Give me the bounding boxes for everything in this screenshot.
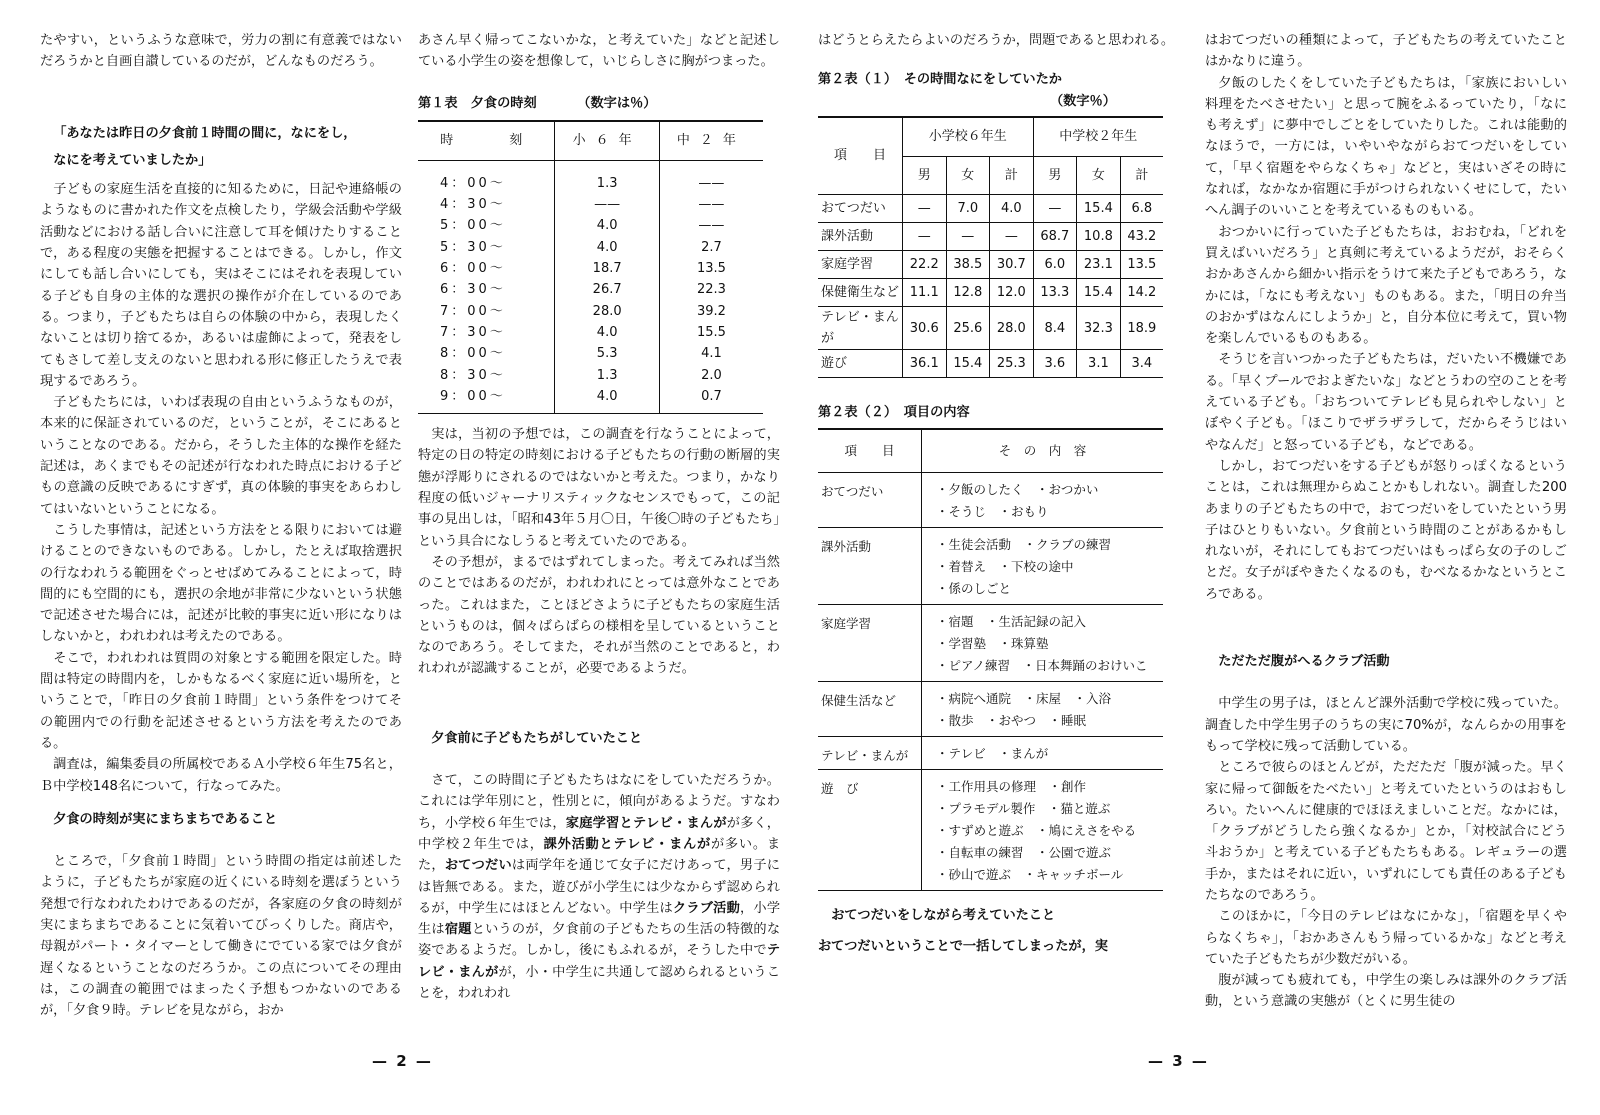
table-cell: 15.4	[1077, 278, 1121, 306]
paragraph: おてつだいということで一括してしまったが，実	[818, 939, 1108, 955]
list-item: ・テレビ ・まんが	[936, 745, 1049, 761]
table-cell: 7：00～	[440, 303, 506, 319]
table-row	[818, 736, 1163, 769]
list-item: ・そうじ ・おもり	[936, 503, 1049, 519]
table-2-title: 第２表（１） その時間なにをしていたか	[818, 72, 1062, 88]
table-cell: 30.6	[903, 306, 947, 350]
table-cell: 22.3	[659, 279, 763, 300]
table-cell: 保健生活など	[818, 681, 922, 736]
text-run: というのが，夕食前の子どもたちの生活の特徴的な姿であるようだ。しかし，後にもふれるが，そうした中で	[418, 922, 781, 959]
table-row	[818, 306, 1163, 350]
table-cell: 5：00～	[440, 218, 506, 234]
table-cell: 13.3	[1033, 278, 1077, 306]
table-cell: —	[946, 222, 990, 250]
bold-run: クラブ活動	[672, 900, 740, 916]
table-cell: 6：30～	[440, 282, 506, 298]
table-cell: 1.3	[555, 365, 659, 386]
table-cell: 4.0	[555, 322, 659, 343]
paragraph: おつかいに行っていた子どもたちは，おおむね，「どれを買えばいいだろう」と真剣に考えているようだが，おそらくおかあさんから細かい指示をうけて来た子どもであろう，なかには，「なにも考えない」ものもある。また，「明日の弁当のおかずはなんにしようか」と，自分本位に考えて，買い物を楽しんでいるものもある。	[1205, 224, 1567, 347]
paragraph: 調査は，編集委員の所属校であるＡ小学校６年生75名と，Ｂ中学校148名について，行なってみた。	[40, 757, 402, 794]
table-cell: 8：30～	[440, 367, 506, 383]
paragraph: 中学生の男子は，ほとんど課外活動で学校に残っていた。調査した中学生男子のうちの実に70%が，なんらかの用事をもって学校に残って活動している。	[1205, 696, 1567, 754]
table-cell: おてつだい	[818, 472, 922, 527]
table-1	[418, 120, 763, 414]
list-item: ・生徒会活動 ・クラブの練習	[936, 536, 1112, 552]
section-heading: ただただ腹がへるクラブ活動	[1218, 654, 1390, 670]
table-cell: 遊 び	[818, 769, 922, 890]
table-2	[818, 116, 1163, 379]
table-cell: 0.7	[659, 386, 763, 414]
table-header: 中２年	[659, 121, 763, 161]
table-row	[418, 194, 763, 215]
table-header: 時 刻	[418, 121, 555, 161]
table-cell: 26.7	[555, 279, 659, 300]
table-header: 計	[990, 156, 1034, 194]
list-item: ・宿題 ・生活記録の記入	[936, 613, 1087, 629]
table-cell: テレビ・まんが	[818, 306, 903, 350]
table-1-caption	[418, 93, 780, 114]
table-3-body	[818, 472, 1163, 890]
list-item: ・すずめと遊ぶ ・鳩にえさをやる	[936, 822, 1137, 838]
section-heading: 夕食前に子どもたちがしていたこと	[431, 730, 643, 746]
table-cell: 4.0	[555, 215, 659, 236]
bold-run: 家庭学習とテレビ・まんが	[565, 815, 727, 831]
table-cell: ——	[659, 215, 763, 236]
list-item: ・係のしごと	[936, 580, 1012, 596]
table-cell: 22.2	[903, 250, 947, 278]
table-cell: 18.7	[555, 258, 659, 279]
paragraph: 夕飯のしたくをしていた子どもたちは，「家族においしい料理をたべさせたい」と思って腕をふるっていたり，「なにも考えず」に夢中でしごとをしていたりした。これは能動的なほうで，一方には，いやいやながらおてつだいをしていて，「早く宿題をやらなくちゃ」などと，実はいざその時になれば，なかなか宿題に手がつけられないくせにして，たいへん調子のいいことを考えているものもいる。	[1205, 75, 1567, 219]
paragraph: ところで彼らのほとんどが，ただただ「腹が減った。早く家に帰って御飯をたべたい」と考えていたというのはおもしろい。たいへんに健康的でほほえましいことだ。なかには，「クラブがどうしたら強くなるか」とか，「対校試合にどう斗おうか」と考えている子どもたちもある。レギュラーの選手か，またはそれに近い，いずれにしても責任のある子どもたちなのであろう。	[1205, 760, 1567, 903]
table-cell: 13.5	[1120, 250, 1163, 278]
paragraph: こうした事情は，記述という方法をとる限りにおいては避けることのできないものである。しかし，たとえば取捨選択の行なわれうる範囲をぐっとせばめてみることによって，時間的にも空間的にも，選択の余地が非常に少ないという状態で記述させた場合には，記述が比較的事実に近い形になりはしないかと，われわれは考えたのである。	[40, 522, 402, 645]
table-header: 女	[946, 156, 990, 194]
table-row	[818, 194, 1163, 222]
table-row	[418, 237, 763, 258]
table-cell: 30.7	[990, 250, 1034, 278]
table-cell: 28.0	[990, 306, 1034, 350]
table-cell: 12.0	[990, 278, 1034, 306]
table-cell: 11.1	[903, 278, 947, 306]
table-row	[818, 769, 1163, 890]
table-cell: 8：00～	[440, 346, 506, 362]
table-cell: 4.0	[555, 386, 659, 414]
table-row	[418, 160, 763, 194]
list-item: ・散歩 ・おやつ ・睡眠	[936, 712, 1087, 728]
paragraph: 腹が減っても疲れても，中学生の楽しみは課外のクラブ活動，という意識の実態が（とくに男生徒の	[1205, 973, 1567, 1010]
table-cell: 家庭学習	[818, 604, 922, 681]
table-cell: 4.0	[555, 237, 659, 258]
paragraph: しかし，おてつだいをする子どもが怒りっぽくなるということは，これは無理からぬことかもしれない。調査した200あまりの子どもたちの中で，おてつだいをしていたという男子はひとりもいない。夕食前という時間のことがあるかもしれないが，それにしてもおてつだいはもっぱら女の子のしごとだ。女子がぼやきたくなるのも，むべなるかなというところである。	[1205, 458, 1567, 602]
paragraph: あさん早く帰ってこないかな，と考えていた」などと記述している小学生の姿を想像して，いじらしさに胸がつまった。	[418, 33, 780, 70]
table-cell: 6.8	[1120, 194, 1163, 222]
table-cell: 4：00～	[440, 175, 506, 191]
table-cell: 36.1	[903, 350, 947, 378]
paragraph: 子どもたちには，いわば表現の自由というふうなものが，本来的に保証されているのだ，ということが，そこにあるということなのである。だから，そうした主体的な操作を経た記述は，あくまでもその記述が行なわれた時点における子どもの意識の反映であるにすぎず，真の体験的事実をあらわしてはいないということになる。	[40, 395, 402, 517]
table-cell: 68.7	[1033, 222, 1077, 250]
paragraph: その予想が，まるではずれてしまった。考えてみれば当然のことではあるのだが，われわれにとっては意外なことであった。これはまた，ことほどさように子どもたちの家庭生活というものは，個々ばらばらの様相を呈しているということなのであろう。そしてまた，それが当然のことであると，われわれが認識することが，必要であるようだ。	[418, 554, 780, 677]
table-header: 男	[1033, 156, 1077, 194]
table-cell: 10.8	[1077, 222, 1121, 250]
table-header: 女	[1077, 156, 1121, 194]
table-cell: 43.2	[1120, 222, 1163, 250]
table-cell: 7：30～	[440, 324, 506, 340]
text-run: が多い。また，	[418, 836, 781, 874]
table-cell: 2.0	[659, 365, 763, 386]
table-cell: 14.2	[1120, 278, 1163, 306]
table-cell: 2.7	[659, 237, 763, 258]
table-cell: 4.0	[990, 194, 1034, 222]
table-cell	[922, 736, 1164, 769]
table-cell: 9：00～	[418, 386, 555, 414]
table-cell: 遊び	[818, 350, 903, 378]
paragraph: 実は，当初の予想では，この調査を行なうことによって，特定の日の特定の時刻における子どもたちの行動の断層的実態が浮彫りにされるのではないかと考えた。つまり，かなり程度の低いジャーナリスティックなセンスでもって，この記事の見出しは，「昭和43年５月〇日，午後〇時の子どもたち」という具合になしうると考えていたのである。	[418, 427, 780, 549]
table-row	[418, 279, 763, 300]
table-header: 項 目	[818, 429, 922, 473]
table-cell: 課外活動	[818, 527, 922, 604]
table-cell: 25.6	[946, 306, 990, 350]
paragraph: はどうとらえたらよいのだろうか，問題であると思われる。	[818, 33, 1175, 48]
table-cell: 6.0	[1033, 250, 1077, 278]
page-number-left: — 2 —	[372, 1052, 433, 1070]
text-run: は両学年を通じて女子にだけあって，男子には皆無である。また，遊びが小学生には少なからず認められるが，中学生にはほとんどない。中学生は	[418, 858, 780, 916]
paragraph: そこで，われわれは質問の対象とする範囲を限定した。時間は特定の時間内を，しかもなるべく家庭に近い場所を，ということで，「昨日の夕食前１時間」という条件をつけてその範囲内での行動を記述させるという方法を考えたのである。	[40, 650, 402, 751]
table-row	[818, 681, 1163, 736]
table-cell: おてつだい	[818, 194, 903, 222]
table-cell: 1.3	[555, 160, 659, 194]
table-1-unit: （数字は％）	[577, 95, 657, 111]
table-cell: 7.0	[946, 194, 990, 222]
table-1-title: 第１表 夕食の時刻	[418, 95, 537, 111]
table-row	[418, 322, 763, 343]
table-header: 計	[1120, 156, 1163, 194]
text-run: さて，この時間に子どもたちはなにをしていただろうか。これには学年別にと，性別とに，傾向があるようだ。すなわち，小学校６年生では，	[418, 773, 780, 831]
table-cell: —	[903, 222, 947, 250]
table-2-body	[818, 194, 1163, 378]
table-row	[818, 527, 1163, 604]
table-cell: 4.1	[659, 343, 763, 364]
table-header: 中学校２年生	[1033, 117, 1163, 157]
table-cell	[922, 472, 1164, 527]
list-item: ・ピアノ練習 ・日本舞踊のおけいこ	[936, 657, 1148, 673]
table-header: 項 目	[818, 117, 903, 195]
section-heading: 夕食の時刻が実にまちまちであること	[53, 811, 278, 827]
column-2	[418, 30, 780, 1004]
table-row	[818, 222, 1163, 250]
list-item: ・自転車の練習 ・公園で遊ぶ	[936, 844, 1112, 860]
table-cell	[922, 604, 1164, 681]
list-item: ・学習塾 ・珠算塾	[936, 635, 1049, 651]
table-cell: ——	[659, 160, 763, 194]
table-3	[818, 428, 1163, 891]
table-cell: 8.4	[1033, 306, 1077, 350]
table-cell: ——	[555, 194, 659, 215]
table-cell: ——	[659, 194, 763, 215]
list-item: ・砂山で遊ぶ ・キャッチボール	[936, 866, 1124, 882]
bold-run: 課外活動とテレビ・まんが	[543, 836, 711, 852]
table-cell: 4：30～	[440, 197, 506, 213]
column-1	[40, 30, 402, 1021]
table-row	[418, 343, 763, 364]
bold-run: 宿題	[444, 922, 472, 938]
bold-run: テレビ・まんが	[418, 943, 780, 980]
table-cell: 15.5	[659, 322, 763, 343]
bold-run: おてつだい	[444, 858, 512, 874]
paragraph	[418, 770, 780, 1004]
paragraph: ところで，「夕食前１時間」という時間の指定は前述したように，子どもたちが家庭の近くにいる時刻を選ぼうという発想で行なわれたわけであるのだが，各家庭の夕食の時刻が実にまちまちであることに気着いてびっくりした。商店や，母親がパート・タイマーとして働きにでている家では夕食が遅くなるということなのだろうか。この点についてその理由は，この調査の範囲ではまったく予想もつかないのであるが，「夕食９時。テレビを見ながら，おか	[40, 854, 402, 1019]
table-cell: 13.5	[659, 258, 763, 279]
table-cell: 18.9	[1120, 306, 1163, 350]
table-cell: 5：30～	[440, 239, 506, 255]
text-run: ，小学生は	[418, 900, 781, 938]
table-cell: —	[990, 222, 1034, 250]
table-cell: —	[1033, 194, 1077, 222]
table-cell: 32.3	[1077, 306, 1121, 350]
table-cell: 25.3	[990, 350, 1034, 378]
column-3	[818, 30, 1180, 957]
table-cell: 12.8	[946, 278, 990, 306]
table-cell: 28.0	[555, 301, 659, 322]
table-cell: 38.5	[946, 250, 990, 278]
column-4	[1205, 30, 1567, 1013]
table-cell: 3.4	[1120, 350, 1163, 378]
section-heading: おてつだいをしながら考えていたこと	[831, 907, 1056, 923]
table-row	[818, 472, 1163, 527]
page-number-right: — 3 —	[1148, 1052, 1209, 1070]
section-heading: なにを考えていましたか」	[53, 152, 212, 168]
section-heading: 「あなたは昨日の夕食前１時間の間に，なにをし，	[53, 125, 357, 141]
paragraph: そうじを言いつかった子どもたちは，だいたい不機嫌である。「早くプールでおよぎたいな」などとうわの空のことを考えている子ども。「おちついてテレビも見られやしない」とぼやく子ども。「ほこりでザラザラして，だからそうじはいやなんだ」と怒っている子ども，などである。	[1205, 352, 1567, 453]
table-row	[818, 604, 1163, 681]
table-row	[818, 278, 1163, 306]
table-cell: 15.4	[946, 350, 990, 378]
table-cell: —	[903, 194, 947, 222]
list-item: ・病院へ通院 ・床屋 ・入浴	[936, 690, 1112, 706]
table-row	[818, 250, 1163, 278]
table-cell: 6：00～	[440, 261, 506, 277]
table-cell: 3.6	[1033, 350, 1077, 378]
paragraph: はおてつだいの種類によって，子どもたちの考えていたことはかなりに違う。	[1205, 33, 1567, 70]
table-cell: 3.1	[1077, 350, 1121, 378]
paragraph: 子どもの家庭生活を直接的に知るために，日記や連絡帳のようなものに書かれた作文を点検したり，学級会活動や学級活動などにおける話し合いに注意して耳を傾けたりすることで，ある程度の実態を把握することはできる。しかし，作文にしても話し合いにしても，実はそこにはそれを表現している子ども自身の主体的な選択の操作が介在しているのである。つまり，子どもたちは自らの体験の中から，表現したくないことは切り捨てるか，あるいは虚飾によって，発表をしてもさして差し支えのないと思われる形に修正したうえで表現するであろう。	[40, 182, 402, 389]
table-cell: 23.1	[1077, 250, 1121, 278]
table-row	[418, 301, 763, 322]
table-cell: 39.2	[659, 301, 763, 322]
table-cell: 15.4	[1077, 194, 1121, 222]
table-header: そ の 内 容	[922, 429, 1164, 473]
paragraph: たやすい，というふうな意味で，労力の割に有意義ではないだろうかと自画自讃しているのだが，どんなものだろう。	[40, 33, 402, 70]
list-item: ・プラモデル製作 ・猫と遊ぶ	[936, 800, 1111, 816]
table-row	[418, 215, 763, 236]
table-header: 男	[903, 156, 947, 194]
table-cell	[922, 681, 1164, 736]
list-item: ・夕飯のしたく ・おつかい	[936, 481, 1099, 497]
table-2-unit: （数字％）	[1050, 93, 1116, 109]
table-cell: 課外活動	[818, 222, 903, 250]
table-header: 小６年	[555, 121, 659, 161]
table-header: 小学校６年生	[903, 117, 1034, 157]
table-row	[818, 350, 1163, 378]
list-item: ・工作用具の修理 ・創作	[936, 778, 1087, 794]
table-cell: 保健衛生など	[818, 278, 903, 306]
paragraph: このほかに，「今日のテレビはなにかな」，「宿題を早くやらなくちゃ」，「おかあさんもう帰っているかな」などと考えていた子どもたちが少数だがいる。	[1205, 909, 1567, 967]
table-row	[418, 386, 763, 414]
text-run: が，小・中学生に共通して認められるということを，われわれ	[418, 964, 781, 1001]
table-row	[418, 258, 763, 279]
table-cell: テレビ・まんが	[818, 736, 922, 769]
table-cell	[922, 527, 1164, 604]
table-row	[418, 365, 763, 386]
text-run: が多く，中学校２年生では，	[418, 815, 780, 852]
table-cell: 5.3	[555, 343, 659, 364]
table-1-body	[418, 160, 763, 413]
table-3-title: 第２表（２） 項目の内容	[818, 405, 970, 421]
list-item: ・着替え ・下校の途中	[936, 558, 1074, 574]
table-cell	[922, 769, 1164, 890]
table-cell: 家庭学習	[818, 250, 903, 278]
